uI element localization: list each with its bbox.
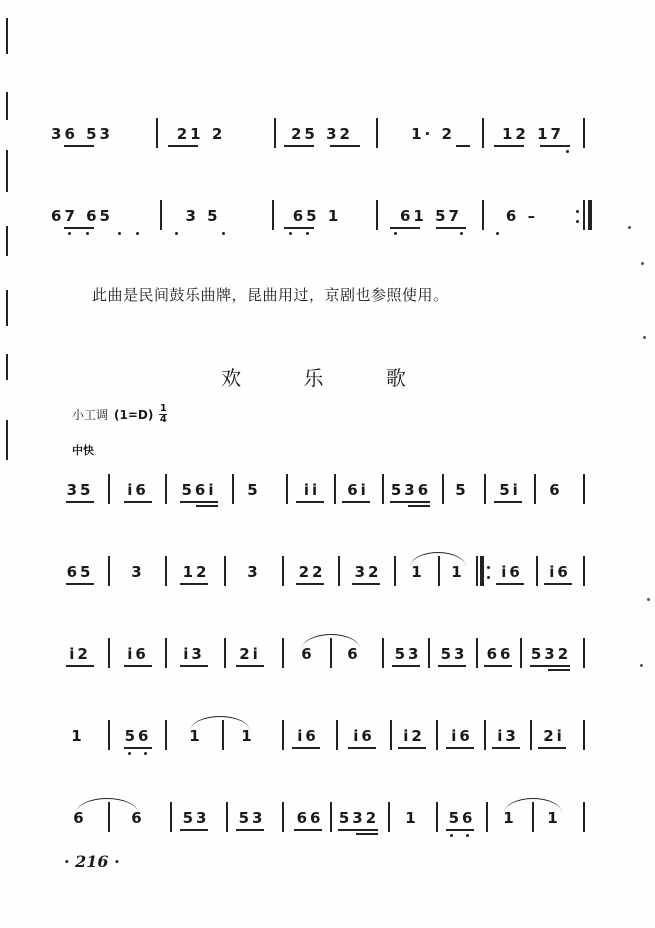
note-group	[490, 124, 576, 146]
note-group	[244, 562, 264, 584]
note-digits: 12 17	[502, 125, 564, 143]
barline	[282, 720, 284, 750]
note-digits: 536	[390, 481, 432, 499]
time-signature	[159, 404, 167, 425]
note-group	[298, 644, 318, 666]
barline	[282, 638, 284, 668]
low-octave-dot	[144, 752, 147, 755]
note-digits: 5	[247, 481, 261, 499]
low-octave-dot	[128, 752, 131, 755]
jianpu-line	[0, 726, 655, 770]
repeat-dot	[576, 220, 579, 223]
mode-label: 小工调	[72, 408, 109, 422]
barline	[382, 638, 384, 668]
note-digits: 6	[347, 645, 361, 663]
barline	[390, 720, 392, 750]
barline	[382, 474, 384, 504]
note-digits: 6	[131, 809, 145, 827]
barline	[388, 802, 390, 832]
beam	[330, 145, 360, 147]
barline	[583, 556, 585, 586]
barline	[330, 638, 332, 668]
repeat-dot	[487, 566, 490, 569]
beam	[64, 145, 94, 147]
note-group	[490, 726, 526, 748]
note-group	[388, 480, 434, 502]
barline	[226, 802, 228, 832]
note-digits: 36 53	[51, 125, 113, 143]
note-group	[178, 562, 214, 584]
barline	[108, 556, 110, 586]
note-group	[452, 480, 472, 502]
low-octave-dot	[566, 150, 569, 153]
barline	[165, 474, 167, 504]
beam	[292, 747, 320, 749]
note-digits: 22	[298, 563, 326, 581]
barline	[108, 474, 110, 504]
beam	[348, 747, 376, 749]
barline	[394, 556, 396, 586]
note-group	[64, 480, 96, 502]
note-digits: 6i	[347, 481, 369, 499]
key-label: (1=D)	[114, 407, 154, 422]
beam	[436, 227, 466, 229]
barline	[536, 556, 538, 586]
low-octave-dot	[460, 232, 463, 235]
note-digits: 53	[394, 645, 422, 663]
beam	[352, 583, 380, 585]
beam	[180, 829, 208, 831]
jianpu-line	[0, 206, 655, 250]
note-group	[546, 480, 566, 502]
note-digits: 6	[549, 481, 563, 499]
beam	[408, 505, 430, 507]
note-digits: 6 –	[505, 207, 539, 225]
barline	[165, 556, 167, 586]
barline	[232, 474, 234, 504]
beam	[342, 501, 370, 503]
note-digits: i3	[497, 727, 519, 745]
note-digits: 5	[455, 481, 469, 499]
barline	[108, 802, 110, 832]
barline	[224, 638, 226, 668]
note-digits: ii	[303, 481, 321, 499]
margin-mark	[6, 420, 8, 460]
note-group	[482, 644, 518, 666]
note-digits: i6	[127, 481, 149, 499]
barline	[482, 200, 484, 230]
note-group	[388, 124, 478, 146]
barline	[583, 118, 585, 148]
note-digits: 1	[503, 809, 517, 827]
repeat-start-barline	[476, 556, 478, 586]
note-digits: 53	[440, 645, 468, 663]
tempo-marking: 中快	[72, 444, 94, 457]
note-group	[544, 808, 564, 830]
note-group	[500, 808, 520, 830]
note-digits: 53	[238, 809, 266, 827]
page-number: · 216 ·	[64, 852, 120, 871]
beam	[64, 227, 94, 229]
barline	[338, 556, 340, 586]
barline	[534, 474, 536, 504]
note-digits: 1	[71, 727, 85, 745]
note-digits: 1	[411, 563, 425, 581]
note-digits: 1	[241, 727, 255, 745]
note-group	[186, 726, 206, 748]
beam	[530, 665, 570, 667]
beam	[124, 665, 152, 667]
note-digits: 1	[405, 809, 419, 827]
note-group	[168, 206, 238, 228]
note-digits: i3	[183, 645, 205, 663]
jianpu-line	[0, 808, 655, 852]
note-group	[346, 726, 382, 748]
note-group	[340, 480, 376, 502]
note-group	[528, 644, 574, 666]
beam	[446, 829, 474, 831]
beam	[548, 669, 570, 671]
low-octave-dot	[306, 232, 309, 235]
note-digits: 1	[189, 727, 203, 745]
barline	[165, 638, 167, 668]
beam	[446, 747, 474, 749]
note-group	[176, 644, 212, 666]
note-digits: i6	[451, 727, 473, 745]
beam	[392, 665, 420, 667]
note-digits: 65 1	[292, 207, 342, 225]
barline	[486, 802, 488, 832]
low-octave-dot	[466, 834, 469, 837]
barline	[442, 474, 444, 504]
beam	[540, 145, 570, 147]
note-group	[128, 808, 148, 830]
beam	[124, 747, 152, 749]
barline	[436, 720, 438, 750]
beam	[484, 665, 512, 667]
note-digits: 56i	[181, 481, 217, 499]
beam	[398, 747, 426, 749]
barline	[530, 720, 532, 750]
barline	[336, 720, 338, 750]
note-digits: 532	[530, 645, 572, 663]
note-digits: i6	[297, 727, 319, 745]
beam	[496, 583, 524, 585]
note-group	[436, 644, 472, 666]
note-group	[444, 808, 480, 830]
final-barline-thin	[583, 200, 585, 230]
barline	[532, 802, 534, 832]
note-digits: 56	[448, 809, 476, 827]
note-digits: 12	[182, 563, 210, 581]
barline	[170, 802, 172, 832]
barline	[436, 802, 438, 832]
note-digits: i6	[549, 563, 571, 581]
beam	[124, 501, 152, 503]
note-group	[64, 562, 96, 584]
final-barline-thick	[588, 200, 592, 230]
low-octave-dot	[289, 232, 292, 235]
beam	[356, 833, 378, 835]
beam	[180, 665, 208, 667]
barline	[484, 474, 486, 504]
note-group	[51, 206, 113, 228]
note-digits: 1	[451, 563, 465, 581]
note-digits: 3 5	[185, 207, 221, 225]
note-digits: 56	[124, 727, 152, 745]
note-group	[178, 808, 214, 830]
beam	[66, 583, 94, 585]
beam	[390, 227, 420, 229]
note-group	[51, 124, 113, 146]
beam	[284, 145, 314, 147]
margin-mark	[6, 18, 8, 54]
note-group	[282, 206, 352, 228]
barline	[274, 118, 276, 148]
beam	[236, 829, 264, 831]
note-group	[294, 562, 330, 584]
note-group	[492, 206, 552, 228]
note-group	[232, 644, 268, 666]
low-octave-dot	[118, 232, 121, 235]
beam	[494, 145, 524, 147]
note-digits: 32	[354, 563, 382, 581]
note-group	[388, 206, 474, 228]
barline	[583, 474, 585, 504]
barline	[484, 720, 486, 750]
note-digits: 532	[338, 809, 380, 827]
low-octave-dot	[394, 232, 397, 235]
note-digits: i6	[127, 645, 149, 663]
barline	[476, 638, 478, 668]
beam	[338, 829, 378, 831]
note-digits: i6	[353, 727, 375, 745]
beam	[390, 501, 430, 503]
barline	[282, 556, 284, 586]
note-group	[448, 562, 468, 584]
note-group	[294, 480, 330, 502]
note-digits: 25 32	[291, 125, 353, 143]
beam	[296, 501, 324, 503]
note-digits: 6	[73, 809, 87, 827]
low-octave-dot	[450, 834, 453, 837]
margin-mark	[6, 92, 8, 120]
jianpu-line	[0, 480, 655, 524]
note-digits: 66	[486, 645, 514, 663]
barline	[108, 638, 110, 668]
beam	[66, 501, 94, 503]
beam	[196, 505, 218, 507]
note-group	[64, 644, 96, 666]
beam	[294, 829, 322, 831]
note-group	[402, 808, 422, 830]
note-group	[536, 726, 572, 748]
note-group	[68, 726, 88, 748]
note-group	[336, 808, 382, 830]
barline	[428, 638, 430, 668]
note-group	[542, 562, 578, 584]
barline	[334, 474, 336, 504]
low-octave-dot	[68, 232, 71, 235]
beam	[494, 501, 522, 503]
barline	[482, 118, 484, 148]
low-octave-dot	[175, 232, 178, 235]
barline	[438, 556, 440, 586]
note-group	[290, 726, 326, 748]
barline	[224, 556, 226, 586]
beam	[180, 501, 218, 503]
note-group	[120, 480, 156, 502]
note-digits: 6	[301, 645, 315, 663]
note-group	[128, 562, 148, 584]
barline	[583, 638, 585, 668]
beam	[236, 665, 264, 667]
note-digits: 21 2	[176, 125, 226, 143]
time-denominator: 4	[159, 414, 167, 425]
barline	[583, 720, 585, 750]
note-digits: 66	[296, 809, 324, 827]
note-digits: 3	[131, 563, 145, 581]
low-octave-dot	[86, 232, 89, 235]
note-digits: 2i	[543, 727, 565, 745]
beam	[456, 145, 470, 147]
repeat-dot	[487, 576, 490, 579]
barline	[272, 200, 274, 230]
barline	[286, 474, 288, 504]
note-digits: i6	[501, 563, 523, 581]
jianpu-line	[0, 124, 655, 168]
margin-mark	[6, 290, 8, 326]
note-group	[444, 726, 480, 748]
beam	[296, 583, 324, 585]
beam	[538, 747, 566, 749]
beam	[492, 747, 520, 749]
piece-note: 此曲是民间鼓乐曲牌，昆曲用过，京剧也参照使用。	[92, 286, 449, 304]
beam	[180, 583, 208, 585]
note-group	[390, 644, 426, 666]
speck	[641, 262, 644, 265]
song-title: 欢 乐 歌	[221, 366, 434, 390]
barline	[165, 720, 167, 750]
jianpu-line	[0, 562, 655, 606]
note-digits: 1· 2	[411, 125, 455, 143]
note-group	[234, 808, 270, 830]
note-digits: i2	[403, 727, 425, 745]
note-digits: 53	[182, 809, 210, 827]
jianpu-line	[0, 644, 655, 688]
note-group	[350, 562, 386, 584]
barline	[222, 720, 224, 750]
note-group	[494, 562, 530, 584]
barline	[583, 802, 585, 832]
note-group	[120, 726, 156, 748]
note-digits: 35	[66, 481, 94, 499]
barline	[376, 200, 378, 230]
note-digits: 3	[247, 563, 261, 581]
note-group	[344, 644, 364, 666]
note-group	[408, 562, 428, 584]
note-group	[492, 480, 528, 502]
note-group	[396, 726, 432, 748]
note-digits: 65	[66, 563, 94, 581]
note-digits: 67 65	[51, 207, 113, 225]
note-digits: 2i	[239, 645, 261, 663]
note-digits: 5i	[499, 481, 521, 499]
note-group	[166, 124, 236, 146]
low-octave-dot	[136, 232, 139, 235]
barline	[282, 802, 284, 832]
barline	[160, 200, 162, 230]
note-digits: 1	[547, 809, 561, 827]
barline	[376, 118, 378, 148]
beam	[284, 227, 314, 229]
speck	[643, 336, 646, 339]
barline	[330, 802, 332, 832]
repeat-dot	[576, 210, 579, 213]
note-group	[70, 808, 90, 830]
low-octave-dot	[222, 232, 225, 235]
beam	[66, 665, 94, 667]
time-numerator: 1	[159, 403, 167, 414]
barline	[156, 118, 158, 148]
low-octave-dot	[496, 232, 499, 235]
key-signature	[72, 404, 167, 425]
note-group	[176, 480, 222, 502]
note-group	[244, 480, 264, 502]
barline	[108, 720, 110, 750]
note-digits: 61 57	[400, 207, 462, 225]
note-group	[238, 726, 258, 748]
note-group	[282, 124, 362, 146]
note-digits: i2	[69, 645, 91, 663]
barline	[520, 638, 522, 668]
beam	[544, 583, 572, 585]
beam	[168, 145, 198, 147]
beam	[438, 665, 466, 667]
repeat-start-barline-thick	[480, 556, 484, 586]
note-group	[120, 644, 156, 666]
note-group	[292, 808, 328, 830]
